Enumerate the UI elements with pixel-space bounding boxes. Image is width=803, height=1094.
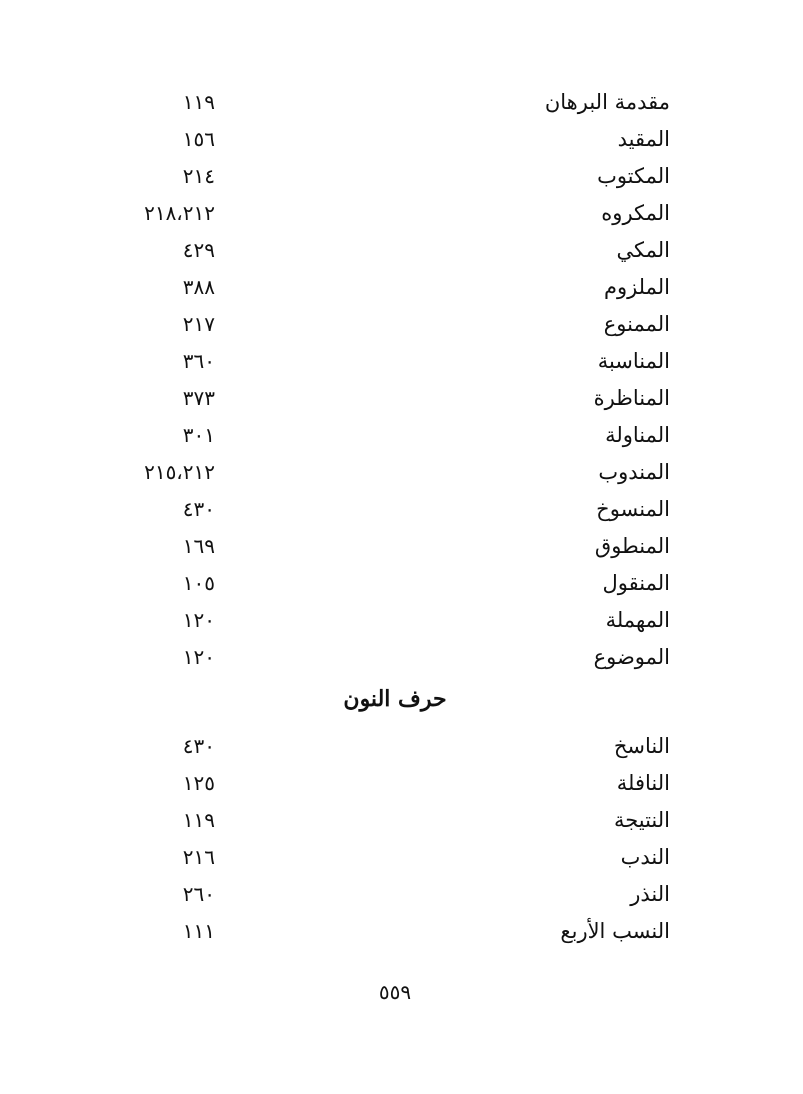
entry-pages: ٣٨٨ xyxy=(182,275,215,299)
entry-term: المنقول xyxy=(602,571,670,595)
index-entry xyxy=(0,195,803,232)
entry-term: المنطوق xyxy=(594,534,670,558)
entry-term: المكروه xyxy=(601,201,670,225)
entry-term: الندب xyxy=(620,845,670,869)
entry-term: المناظرة xyxy=(593,386,670,410)
entry-term: المكي xyxy=(616,238,670,262)
index-entry xyxy=(0,528,803,565)
entry-pages: ١١١ xyxy=(182,919,215,943)
entry-pages: ١١٩ xyxy=(182,90,215,114)
entry-term: الناسخ xyxy=(613,734,670,758)
entry-pages: ١٠٥ xyxy=(182,571,215,595)
entry-pages: ٢١٦ xyxy=(182,845,215,869)
entry-pages: ٤٢٩ xyxy=(182,238,215,262)
page-number: ٥٥٩ xyxy=(378,980,412,1004)
index-entry xyxy=(0,343,803,380)
entry-pages: ٣٧٣ xyxy=(182,386,215,410)
index-entry xyxy=(0,639,803,676)
entry-term: المهملة xyxy=(605,608,670,632)
index-entry xyxy=(0,269,803,306)
index-entry xyxy=(0,913,803,950)
index-entry xyxy=(0,454,803,491)
index-entry xyxy=(0,158,803,195)
entry-pages: ١١٩ xyxy=(182,808,215,832)
index-entry xyxy=(0,491,803,528)
index-entry xyxy=(0,765,803,802)
entry-pages: ٤٣٠ xyxy=(182,497,215,521)
entry-term: مقدمة البرهان xyxy=(544,90,670,114)
entry-pages: ١٢٥ xyxy=(182,771,215,795)
entry-term: النافلة xyxy=(616,771,670,795)
index-entry xyxy=(0,121,803,158)
entry-term: الملزوم xyxy=(603,275,670,299)
entry-pages: ٤٣٠ xyxy=(182,734,215,758)
entry-term: المقيد xyxy=(617,127,670,151)
entry-term: النسب الأربع xyxy=(560,919,670,943)
entry-term: المناولة xyxy=(605,423,670,447)
entry-pages: ٣٠١ xyxy=(182,423,215,447)
index-entry xyxy=(0,728,803,765)
entry-term: المكتوب xyxy=(597,164,670,188)
index-entry xyxy=(0,602,803,639)
entry-term: المنسوخ xyxy=(596,497,670,521)
index-entry xyxy=(0,232,803,269)
index-entry xyxy=(0,84,803,121)
index-entry xyxy=(0,876,803,913)
index-entry xyxy=(0,417,803,454)
entry-pages: ٢٦٠ xyxy=(182,882,215,906)
entry-term: الموضوع xyxy=(593,645,670,669)
entry-term: المناسبة xyxy=(597,349,670,373)
index-entry xyxy=(0,380,803,417)
entry-pages: ٢١٨،٢١٢ xyxy=(144,201,215,225)
entry-pages: ١٦٩ xyxy=(182,534,215,558)
index-entry xyxy=(0,839,803,876)
entry-pages: ١٥٦ xyxy=(182,127,215,151)
entry-pages: ١٢٠ xyxy=(182,645,215,669)
entry-pages: ٢١٤ xyxy=(182,164,215,188)
entry-term: الممنوع xyxy=(603,312,670,336)
entry-term: النذر xyxy=(630,882,670,906)
entry-pages: ١٢٠ xyxy=(182,608,215,632)
entry-pages: ٢١٥،٢١٢ xyxy=(144,460,215,484)
entry-pages: ٣٦٠ xyxy=(182,349,215,373)
index-entry xyxy=(0,565,803,602)
index-entry xyxy=(0,306,803,343)
entry-pages: ٢١٧ xyxy=(182,312,215,336)
index-entry xyxy=(0,802,803,839)
section-heading: حرف النون xyxy=(343,686,447,712)
entry-term: المندوب xyxy=(598,460,670,484)
entry-term: النتيجة xyxy=(613,808,670,832)
